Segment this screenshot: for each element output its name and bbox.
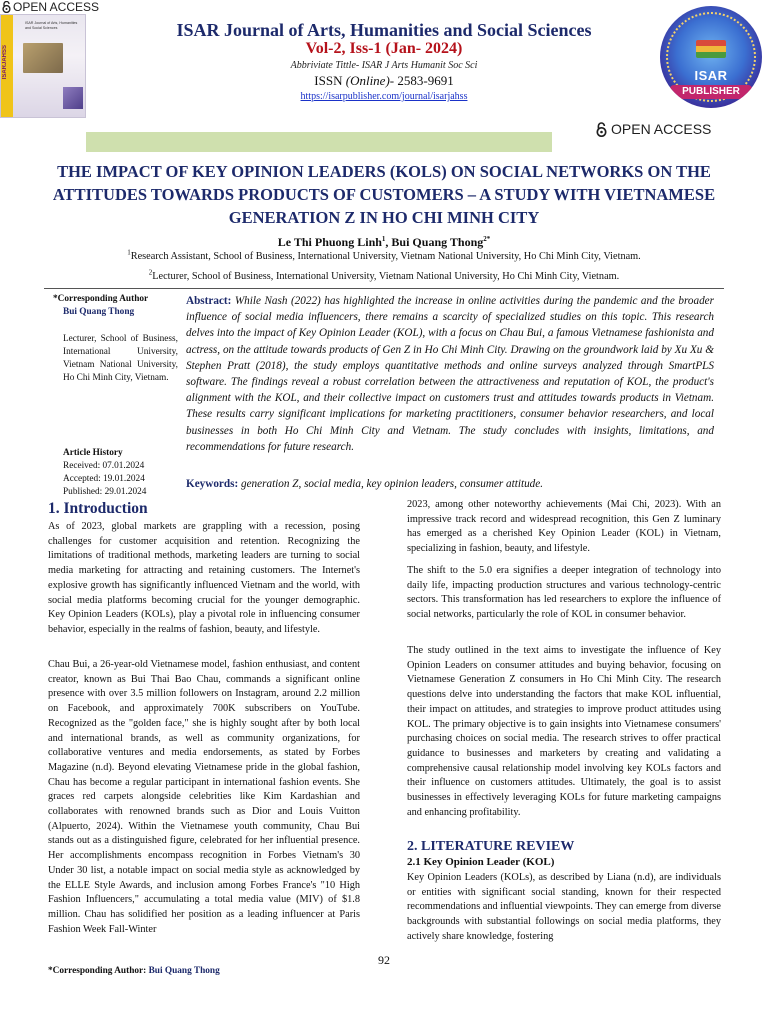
author-name: Le Thi Phuong Linh [277, 235, 382, 249]
seal-publisher: PUBLISHER [670, 85, 752, 99]
introduction-heading: 1. Introduction [48, 500, 148, 517]
body-paragraph [48, 520, 360, 638]
issn-online: (Online) [345, 73, 390, 88]
paragraph-text: As of 2023, global markets are grappling with a recession, posing challenges for customer acquisition and retention. Recognizing the limitations of traditional methods, marketing leaders are turning to social media marketing for attracting and retaining customers. The Internet's explosive growth has significantly influenced Vietnam and the world, with social media platforms becoming crucial for the younger demographic. Key Opinion Leaders (KOLs), play a pivotal role in influencing consumer behavior, especially in the realms of fashion, beauty, and lifestyle. [48, 521, 360, 635]
paragraph-text: The shift to the 5.0 era signifies a deeper integration of technology into daily life, impacting production structures and various technology-centric sectors. This transformation has led researchers to explore the influence of social networks, particularly the role of KOL in consumer behavior. [407, 565, 721, 621]
affiliation-mark: 1 [127, 248, 131, 257]
kol-subheading: 2.1 Key Opinion Leader (KOL) [407, 856, 555, 868]
issn-number: - 2583-9691 [389, 73, 454, 88]
journal-title: ISAR Journal of Arts, Humanities and Social Sciences [176, 20, 592, 40]
issn-prefix: ISSN [314, 73, 343, 88]
body-paragraph [48, 658, 360, 937]
footer-corresponding-author [48, 966, 220, 976]
body-paragraph [407, 498, 721, 557]
keywords [186, 478, 714, 490]
open-access-right-label: OPEN ACCESS [611, 121, 712, 137]
open-access-badge-right [596, 118, 716, 140]
header-green-bar [86, 132, 552, 152]
author-separator: , [385, 235, 392, 249]
paragraph-text: 2023, among other noteworthy achievements (Mai Chi, 2023). With an impressive track record and widespread recognition, this Gen Z luminary has emerged as a cherished Key Opinion Leader (KOL) in Vietnam, specializing in fashion, beauty, and lifestyle. [407, 499, 721, 555]
body-paragraph [407, 644, 721, 820]
literature-review-heading: 2. LITERATURE REVIEW [407, 839, 575, 854]
journal-volume: Vol-2, Iss-1 (Jan- 2024) [305, 40, 463, 57]
affiliation-1 [0, 248, 768, 262]
cover-title: ISAR Journal of Arts, Humanities and Social Sciences [25, 21, 78, 30]
abstract-label: Abstract: [186, 295, 232, 307]
abstract-text: While Nash (2022) has highlighted the increase in online activities during the pandemic and the broader influence of social media influencers, there remains a scarcity of specialized studies on this topic. This research delves into the impact of Key Opinion Leader (KOL), with a focus on Chau Bui, a famous Vietnamese fashionista and actress, on the attitude towards products of Gen Z in Ho Chi Minh City. Drawing on the groundwork laid by Xu Xu & Stephen Pratt (2018), the study employs quantitative methods and online surveys analyzed through SmartPLS software. The findings reveal a robust correlation between the attractiveness and reputation of KOL, the product's alignment with the KOL, and their collective impact on customers trust and attitudes towards products in Vietnam. These results carry significant implications for marketing practitioners, consumer behavior researchers, and local businesses in both Ho Chi Minh City and Vietnam. The study concludes with insights, limitations, and recommendations for future research. [186, 295, 714, 453]
journal-url-link[interactable]: https://isarpublisher.com/journal/isarjahss [300, 91, 468, 102]
isar-publisher-seal [660, 6, 762, 108]
journal-abbreviation: Abbriviate Tittle- ISAR J Arts Humanit Soc Sci [290, 60, 478, 71]
footer-author-name: Bui Quang Thong [148, 966, 220, 976]
open-lock-icon [2, 1, 11, 13]
divider [44, 288, 724, 289]
seal-books-icon [696, 40, 726, 58]
accepted-date: Accepted: 19.01.2024 [63, 474, 145, 484]
paragraph-text: Key Opinion Leaders (KOLs), as described by Liana (n.d), are individuals or entities with significant social standing, known for their respected recommendations and influential viewpoints. They can emerge from diverse backgrounds with substantial followings on social media platforms, they actively share knowledge, fostering [407, 872, 721, 942]
keywords-text: generation Z, social media, key opinion leaders, consumer attitude. [241, 478, 544, 490]
abstract [186, 293, 714, 455]
affiliation-text: Lecturer, School of Business, International University, Vietnam National University, Ho Chi Minh City, Vietnam. [152, 271, 620, 282]
article-history-heading: Article History [63, 448, 123, 458]
body-paragraph [407, 564, 721, 623]
affiliation-text: Research Assistant, School of Business, International University, Vietnam National University, Ho Chi Minh City, Vietnam. [130, 251, 641, 262]
cover-strip-text: ISARJAHSS [2, 45, 8, 80]
author-name: Bui Quang Thong [391, 235, 484, 249]
paragraph-text: Chau Bui, a 26-year-old Vietnamese model, fashion enthusiast, and content creator, known as Bui Thai Bao Chau, commands a significant online presence with over 3.5 million followers on Instagram, around 2.2 million on Facebook, and approximately 700K subscribers on YouTube. Recognized as the "golden face," she is highly sought after by both local and international brands, as well as community organizations, for collaborative ventures and media endorsements, as stated by Forbes Magazine (n.d). Beyond elevating Vietnamese pride in the global fashion, Chau has become a regular participant in international fashion events. She graces red carpets alongside celebrities like Kim Kardashian and collaborates with renowned brands such as Dior and Louis Vuitton (Alpuerto, 2024). Within the Vietnamese youth community, Chau Bui stands out as a distinguished figure, celebrated for her influential presence. Her accomplishments encompass recognition in Forbes Vietnam's 30 Under 30 list, a notable impact on social media style as acknowledged by the ELLE Style Awards, and inclusion among Forbes France's "10 High Fashion Influencers," accumulating a total media value (MIV) of $1.8 million. Chau has solidified her position as a leading influencer at Paris Fashion Week Fall-Winter [48, 659, 360, 935]
open-access-top-label: OPEN ACCESS [13, 0, 100, 14]
published-date: Published: 29.01.2024 [63, 487, 147, 497]
footer-label: *Corresponding Author: [48, 966, 147, 976]
body-paragraph [407, 871, 721, 945]
corresponding-author-affiliation: Lecturer, School of Business, International University, Vietnam National University, Ho Chi Minh City, Vietnam. [63, 334, 178, 383]
open-lock-icon [596, 122, 607, 137]
journal-issn [0, 73, 768, 89]
received-date: Received: 07.01.2024 [63, 461, 145, 471]
page-number: 92 [378, 953, 390, 967]
corresponding-author-heading: *Corresponding Author [53, 294, 149, 304]
article-title: THE IMPACT OF KEY OPINION LEADERS (KOLS) ON SOCIAL NETWORKS ON THE ATTITUDES TOWARDS PRODUCTS OF CUSTOMERS – A STUDY WITH VIETNAMESE GENERATION Z IN HO CHI MINH CITY [52, 162, 716, 227]
affiliation-2 [0, 268, 768, 282]
keywords-label: Keywords: [186, 478, 239, 490]
paragraph-text: The study outlined in the text aims to investigate the influence of Key Opinion Leaders on consumer attitudes and buying behavior, focusing on Vietnamese Generation Z consumers in Ho Chi Minh City. The research questions delve into understanding the factors that make KOL influential, their impact on attitudes, and strategies to improve product attitudes using KOL. The primary objective is to gain insights into Vietnamese consumers' purchasing choices on social media. The research strives to offer practical guidance to businesses and marketers by creating and validating a comprehensive causal relationship model involving key KOLs factors and their influence on customers attitudes. Ultimately, the goal is to assist businesses in effectively leveraging KOLs for future marketing campaigns and enhancing profitability. [407, 645, 721, 818]
author-affiliation-mark: 1 [381, 235, 386, 243]
affiliation-mark: 2 [148, 268, 153, 277]
corresponding-author-name: Bui Quang Thong [63, 307, 135, 317]
author-affiliation-mark: 2* [483, 235, 491, 243]
seal-name: ISAR [694, 68, 728, 83]
author-line [0, 235, 768, 250]
open-access-badge-top [2, 0, 99, 14]
